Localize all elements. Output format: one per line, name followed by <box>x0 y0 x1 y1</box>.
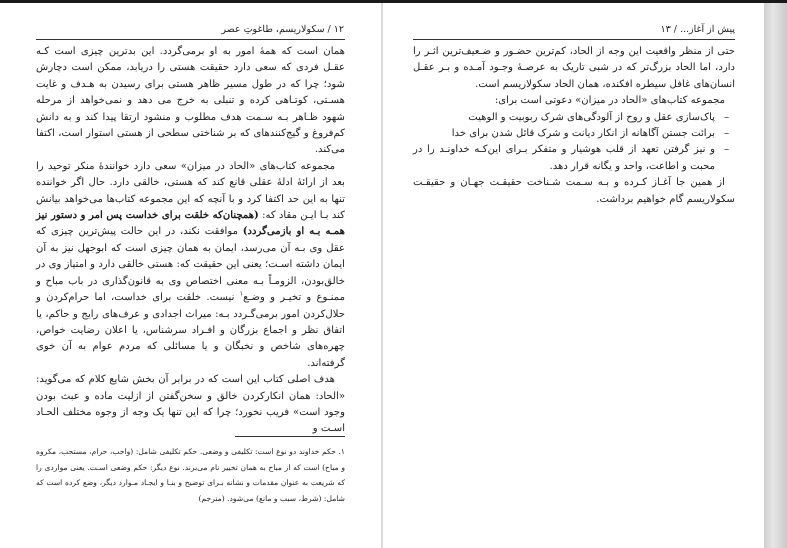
dash-bullet-icon: – <box>723 128 729 140</box>
header-rule <box>413 39 735 40</box>
dash-bullet-icon: – <box>723 111 729 123</box>
running-head: ۱۲ / سکولاریسم، طاغوتِ عصر <box>221 24 344 35</box>
paragraph: حتی از منظر واقعیت این وجه از الحاد، کم‌ترین حضـور و ضـعیف‌ترین اثـر را دارد، اما الحاد بزرگ‌تر که در شبی تاریک به عرصـهٔ وجـود آمـده و بـر عقـل انسان‌های غافل سیطره افکنده، همان الحاد سکولاریسم است. <box>413 46 735 90</box>
footnote-rule <box>235 436 345 437</box>
paragraph: همان است که همهٔ امور به او برمی‌گردد. این بدترین چیزی است کـه عقـل فردی که سعی دارد حقیقت هستی را دریابد، ممکن است دچارش شود؛ چرا که در طول مسیر ظاهر هستی برای رسیدن به هـدف و غایت هسـتی، کوتـاهی کرده و تنبلی به خرج می دهد و نمی‌خواهد از مرحله شهود ظـاهر بـه سـمت هدف مطلوب و منشود ارتقا پیدا کند و به دانش کم‌فروغ و گیج‌کنندهای که بر شناختی سطحی از هستی استوار است، اکتفا می‌کند. <box>36 46 345 156</box>
body-text <box>413 44 735 208</box>
footnote: ۱. حکم خداوند دو نوع است: تکلیفی و وضعی. حکم تکلیفی شامل: (واجب، حرام، مستحب، مکروه و مباح) است که از مباح به همان تخییر نام می‌برند. نوع دیگر: حکم وضعی اسـت. یعنی مواردی را که شریعت به عنوان مقدمات و نشانه بـرای توضیح و بنـا و ایجـاد مـوارد دیگر، وضع کرده است که شامل: (شرط، سبب و مانع) می‌شود. (مترجم) <box>36 447 345 503</box>
list-item: – و نیز گرفتن تعهد از قلب هوشیار و متفکر بـرای این‌کـه خداونـد را در محبت و اطاعت، واحد و یگانه قرار دهد. <box>413 144 729 172</box>
paragraph: هدف اصلی کتاب این است که در برابر آن بخش شایع کلام که می‌گوید: «الحاد: همان انکارکردن خالق و سخن‌گفتن از ازلیت ماده و عبث بودن وجود است» فریب نخورد؛ چرا که این تنها یک وجه از وجوه مختلف الحـاد اسـت و <box>36 374 345 435</box>
right-page <box>383 3 764 548</box>
list-item: – پاک‌سازی عقل و روح از آلودگی‌های شرک ربوبیت و الوهیت <box>413 110 735 126</box>
list-item: – برائت جستن آگاهانه از انکار دیانت و شرک قائل شدن برای خدا <box>413 126 735 142</box>
running-head: پیش از آغاز... / ۱۳ <box>660 24 735 35</box>
paragraph: مجموعه کتاب‌های «الحاد در میزان» سعی دارد خوانندهٔ منکر توحید را بعد از ارائهٔ ادلهٔ عقلی قانع کند که هستی، خالقی دارد. حال اگر خواننده تنها به این حد اکتفا کرد و با آنچه که این مجموعه کتاب‌ها می‌خواهد بیانش کند بـا ایـن مقاد که: (همچنان‌که خلقت برای خداست پس امر و دستور نیز همـه بـه او بازمی‌گردد) موافقت نکند، در این حالت پیش‌ترین چیزی که عقل وی بـه آن می‌رسد، ایمان به همان چیزی است که ابوجهل نیز به آن ایمان داشته اسـت؛ یعنی این حقیقت که: هستی خالقی دارد و امتیاز وی در خالق‌بودن، الزومـاً بـه معنی اختصاص وی به قانون‌گذاری در باب مباح و ممنـوع و تخیـر و وضـع$^۱$ نیست. خلقت برای خداست، اما حرام‌کردن و حلال‌کردن امور برمی‌گـردد بـه: میراث اجدادی و عرف‌های رایج و حاکم، یا اتفاق نظر و اجماع بزرگان و افـراد سرشناس، یا اعلان رضایت خواص، چهره‌های شاخص و نخبگان و یا مسائلی که مردم عوام به آن خوی گرفته‌اند. <box>36 160 345 369</box>
page-edge <box>764 3 787 548</box>
bold-quote: (همچنان‌که خلقت برای خداست پس امر و دستور نیز همـه بـه او بازمی‌گردد) <box>36 210 345 238</box>
header-rule <box>36 39 345 40</box>
list-intro: مجموعه کتاب‌های «الحاد در میزان» دعوتی است برای: <box>494 95 725 107</box>
footnote-marker[interactable]: ۱ <box>239 289 244 298</box>
paragraph: از همین جا آغـاز کـرده و بـه سـمت شـناخت حقیقـت جهـان و حقیقـت سکولاریسم گام خواهیم برداشت. <box>413 177 735 205</box>
dash-bullet-icon: – <box>723 144 729 156</box>
body-text <box>36 44 345 438</box>
left-page <box>0 3 381 548</box>
